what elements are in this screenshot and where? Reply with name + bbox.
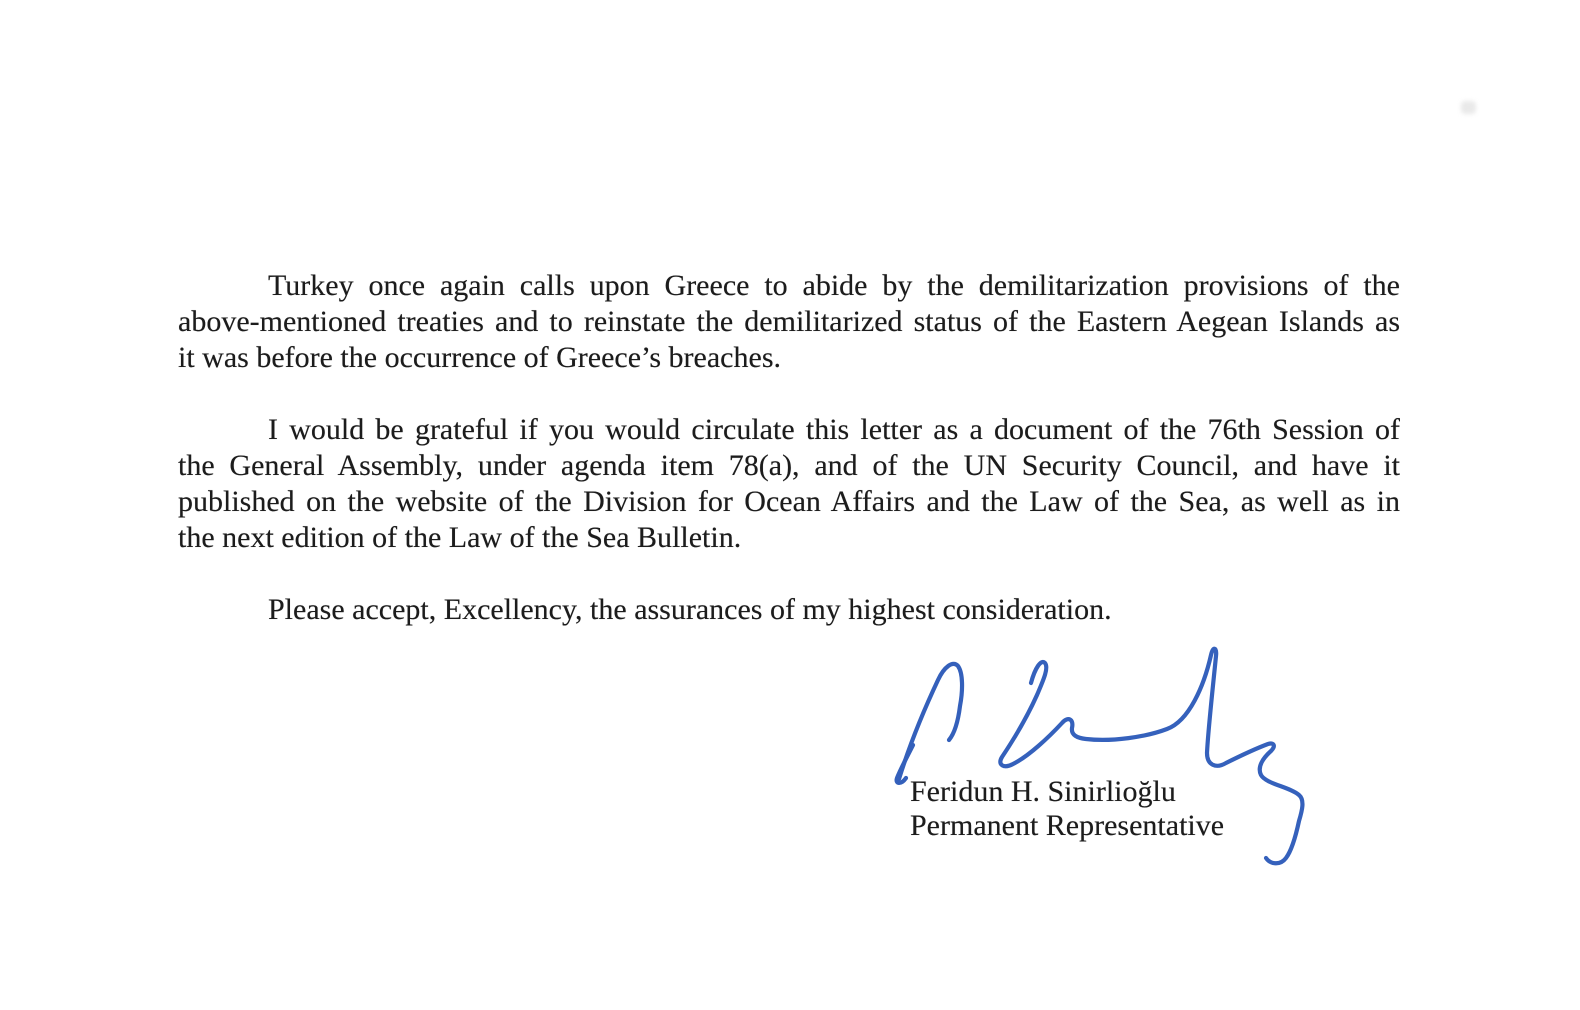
text-line: above-mentioned treaties and to reinstate the demilitarized status of the Eastern Aegean Islands as [178,305,1400,338]
signatory-title: Permanent Representative [910,809,1225,842]
text-line: it was before the occurrence of Greece’s breaches. [178,341,781,374]
paragraph-circulation-request [178,412,1400,556]
text-line: Please accept, Excellency, the assurances of my highest consideration. [268,593,1112,626]
text-line: I would be grateful if you would circulate this letter as a document of the 76th Session of [268,413,1400,446]
scan-smudge [1461,101,1476,114]
text-line: Turkey once again calls upon Greece to abide by the demilitarization provisions of the [268,269,1400,302]
signatory-name: Feridun H. Sinirlioğlu [910,775,1176,808]
signature-stroke-first-initial [899,664,962,779]
text-line: published on the website of the Division for Ocean Affairs and the Law of the Sea, as well as in [178,485,1400,518]
text-line: the General Assembly, under agenda item 78(a), and of the UN Security Council, and have it [178,449,1400,482]
paragraph-demilitarization [178,268,1400,376]
signatory-block [910,775,1224,843]
letter-body [178,268,1400,628]
paragraph-closing-salutation [178,592,1400,628]
text-line: the next edition of the Law of the Sea Bulletin. [178,521,742,554]
